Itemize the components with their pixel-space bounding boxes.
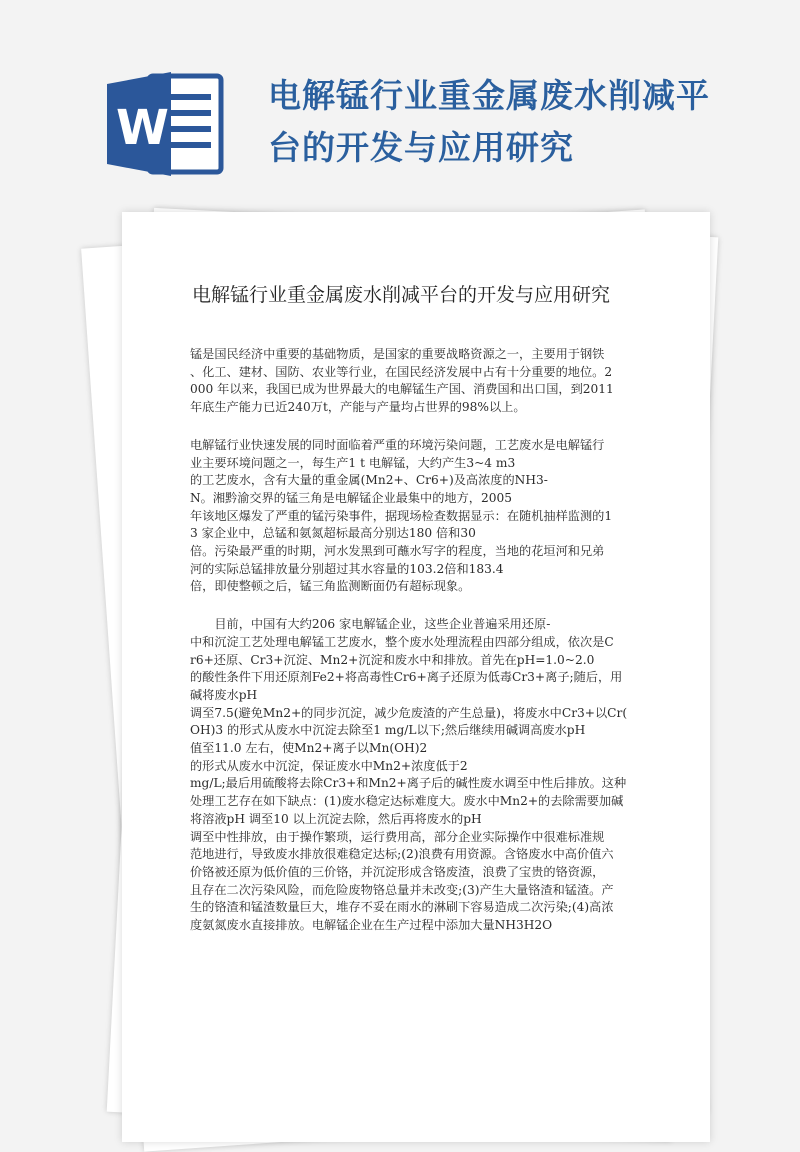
text-line: 调至中性排放，由于操作繁琐，运行费用高，部分企业实际操作中很难标准规 — [190, 829, 605, 844]
text-line: 3 家企业中，总锰和氨氮超标最高分别达180 倍和30 — [190, 526, 476, 541]
text-line: 目前，中国有大约206 家电解锰企业，这些企业普遍采用还原- — [190, 617, 551, 632]
header-title: 电解锰行业重金属废水削减平台的开发与应用研究 — [268, 76, 710, 167]
paragraph — [190, 346, 642, 417]
text-line: 的酸性条件下用还原剂Fe2+将高毒性Cr6+离子还原为低毒Cr3+离子;随后，用 — [190, 670, 623, 685]
text-line: 电解锰行业快速发展的同时面临着严重的环境污染问题，工艺废水是电解锰行 — [190, 437, 605, 452]
text-line: 倍，即使整顿之后，锰三角监测断面仍有超标现象。 — [190, 579, 471, 594]
text-line: 锰是国民经济中重要的基础物质，是国家的重要战略资源之一，主要用于钢铁 — [190, 347, 605, 361]
text-line: 且存在二次污染风险，而危险废物铬总量并未改变;(3)产生大量铬渣和锰渣。产 — [190, 882, 614, 897]
text-line: 调至7.5(避免Mn2+的同步沉淀，减少危废渣的产生总量)，将废水中Cr3+以Cr( — [190, 705, 628, 720]
text-line: 的形式从废水中沉淀，保证废水中Mn2+浓度低于2 — [190, 758, 468, 773]
text-line: N。湘黔渝交界的锰三角是电解锰企业最集中的地方，2005 — [190, 490, 512, 505]
text-line: 的工艺废水，含有大量的重金属(Mn2+、Cr6+)及高浓度的NH3- — [190, 473, 548, 488]
text-line: 将溶液pH 调至10 以上沉淀去除，然后再将废水的pH — [190, 811, 482, 826]
paragraph — [190, 437, 642, 596]
text-line: 中和沉淀工艺处理电解锰工艺废水，整个废水处理流程由四部分组成，依次是C — [190, 634, 614, 649]
text-line: 价铬被还原为低价值的三价铬，并沉淀形成含铬废渣，浪费了宝贵的铬资源， — [190, 864, 605, 879]
paragraph-gap — [190, 596, 642, 616]
text-line: 、化工、建材、国防、农业等行业，在国民经济发展中占有十分重要的地位。2 — [190, 364, 613, 379]
text-line: 000 年以来，我国已成为世界最大的电解锰生产国、消费国和出口国，到2011 — [190, 382, 614, 397]
text-line: 值至11.0 左右，使Mn2+离子以Mn(OH)2 — [190, 741, 428, 756]
text-line: 生的铬渣和锰渣数量巨大，堆存不妥在雨水的淋刷下容易造成二次污染;(4)高浓 — [190, 900, 614, 915]
text-line: 河的实际总锰排放量分别超过其水容量的103.2倍和183.4 — [190, 561, 504, 576]
text-line: r6+还原、Cr3+沉淀、Mn2+沉淀和废水中和排放。首先在pH=1.0~2.0 — [190, 652, 595, 667]
text-line: 处理工艺存在如下缺点：(1)废水稳定达标难度大。废水中Mn2+的去除需要加碱 — [190, 794, 624, 809]
text-line: 倍。污染最严重的时期，河水发黑到可蘸水写字的程度，当地的花垣河和兄弟 — [190, 544, 605, 559]
text-line: 业主要环境问题之一，每生产1 t 电解锰，大约产生3~4 m3 — [190, 455, 516, 470]
document-page — [122, 212, 710, 1142]
text-line: 碱将废水pH — [190, 687, 258, 702]
text-line: 年该地区爆发了严重的锰污染事件，据现场检查数据显示：在随机抽样监测的1 — [190, 508, 613, 523]
paragraph — [190, 616, 642, 935]
text-line: 年底生产能力已近240万t，产能与产量均占世界的98%以上。 — [190, 400, 526, 415]
document-title: 电解锰行业重金属废水削减平台的开发与应用研究 — [192, 284, 611, 306]
text-line: mg/L;最后用硫酸将去除Cr3+和Mn2+离子后的碱性废水调至中性后排放。这种 — [190, 776, 627, 791]
text-line: 度氨氮废水直接排放。电解锰企业在生产过程中添加大量NH3H2O — [190, 918, 553, 933]
paragraph-gap — [190, 417, 642, 437]
document-body — [190, 346, 642, 935]
text-line: OH)3 的形式从废水中沉淀去除至1 mg/L以下;然后继续用碱调高废水pH — [190, 723, 586, 738]
text-line: 范地进行，导致废水排放很难稳定达标;(2)浪费有用资源。含铬废水中高价值六 — [190, 847, 614, 862]
svg-text:W: W — [116, 100, 169, 156]
